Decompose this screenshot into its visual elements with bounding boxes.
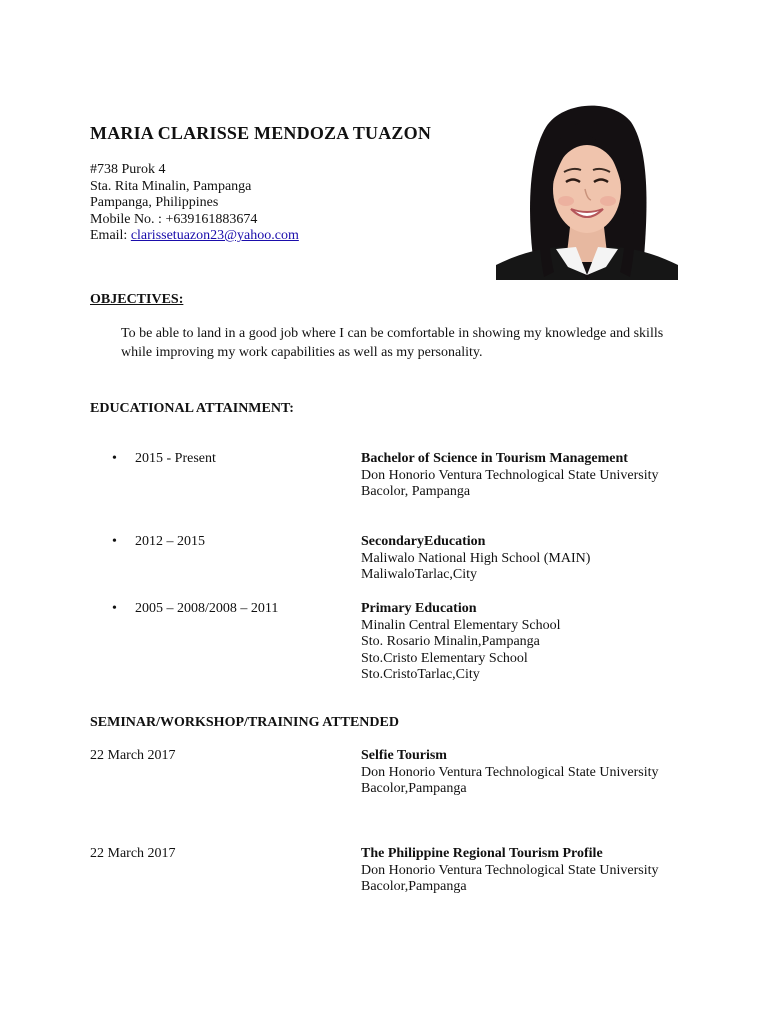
education-line: MaliwaloTarlac,City bbox=[361, 567, 478, 582]
address-line-2: Sta. Rita Minalin, Pampanga bbox=[90, 178, 252, 194]
education-line: Don Honorio Ventura Technological State University bbox=[361, 467, 659, 483]
bullet-point: • bbox=[112, 601, 117, 616]
address-line-1: #738 Purok 4 bbox=[90, 162, 166, 177]
profile-photo bbox=[496, 97, 678, 280]
seminar-date: 22 March 2017 bbox=[90, 748, 176, 763]
seminars-heading: SEMINAR/WORKSHOP/TRAINING ATTENDED bbox=[90, 715, 399, 730]
education-heading: EDUCATIONAL ATTAINMENT: bbox=[90, 401, 294, 416]
email-row bbox=[90, 228, 299, 245]
education-years: 2015 - Present bbox=[135, 451, 216, 466]
education-years: 2012 – 2015 bbox=[135, 534, 205, 549]
mobile-number: Mobile No. : +639161883674 bbox=[90, 211, 258, 227]
education-title: Bachelor of Science in Tourism Management bbox=[361, 451, 628, 466]
education-details bbox=[361, 534, 590, 584]
applicant-name: MARIA CLARISSE MENDOZA TUAZON bbox=[90, 123, 432, 143]
education-line: Minalin Central Elementary School bbox=[361, 617, 561, 633]
bullet-point: • bbox=[112, 534, 117, 549]
education-line: Sto.Cristo Elementary School bbox=[361, 650, 528, 666]
seminar-details bbox=[361, 846, 659, 896]
email-link[interactable]: clarissetuazon23@yahoo.com bbox=[130, 228, 299, 243]
education-line: Sto.CristoTarlac,City bbox=[361, 667, 480, 682]
education-details bbox=[361, 451, 659, 501]
education-line: Maliwalo National High School (MAIN) bbox=[361, 550, 591, 566]
education-details bbox=[361, 601, 560, 684]
education-title: Primary Education bbox=[361, 601, 477, 616]
seminar-date: 22 March 2017 bbox=[90, 846, 176, 861]
education-years: 2005 – 2008/2008 – 2011 bbox=[135, 601, 279, 616]
education-line: Sto. Rosario Minalin,Pampanga bbox=[361, 634, 540, 649]
education-line: Bacolor, Pampanga bbox=[361, 484, 471, 499]
objective-text: To be able to land in a good job where I can be comfortable in showing my knowledge and skills while improving my work capabilities as well as my personality. bbox=[121, 326, 664, 360]
contact-block bbox=[90, 162, 299, 245]
seminar-details bbox=[361, 748, 659, 798]
seminar-line: Don Honorio Ventura Technological State University bbox=[361, 764, 659, 780]
seminar-title: Selfie Tourism bbox=[361, 748, 447, 763]
education-title: SecondaryEducation bbox=[361, 534, 486, 549]
seminar-title: The Philippine Regional Tourism Profile bbox=[361, 846, 603, 861]
seminar-line: Bacolor,Pampanga bbox=[361, 781, 467, 796]
objectives-heading: OBJECTIVES: bbox=[90, 292, 184, 307]
address-line-3: Pampanga, Philippines bbox=[90, 195, 219, 210]
seminar-line: Bacolor,Pampanga bbox=[361, 879, 467, 894]
bullet-point: • bbox=[112, 451, 117, 466]
email-label: Email: bbox=[90, 228, 131, 243]
seminar-line: Don Honorio Ventura Technological State University bbox=[361, 862, 659, 878]
